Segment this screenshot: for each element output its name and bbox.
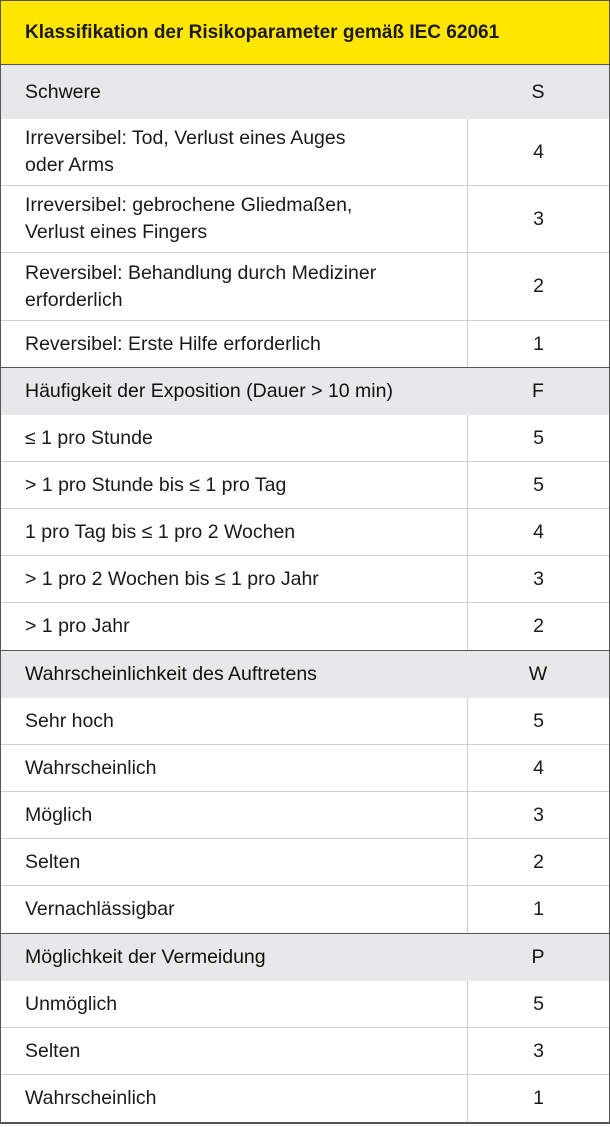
table-row: [1, 745, 609, 792]
row-label: Irreversibel: Tod, Verlust eines Auges oder Arms: [25, 127, 346, 176]
section-header-wahrscheinlichkeit: [1, 650, 609, 698]
table-row: [1, 462, 609, 509]
row-label: Reversibel: Behandlung durch Mediziner erforderlich: [25, 261, 377, 311]
table-title: Klassifikation der Risikoparameter gemäß IEC 62061: [1, 1, 609, 65]
row-value: 5: [467, 698, 609, 744]
section-header-symbol: F: [532, 380, 544, 402]
row-value: 4: [467, 509, 609, 555]
row-value: 3: [467, 186, 609, 252]
section-header-symbol: W: [528, 663, 548, 685]
row-value: 4: [467, 119, 609, 185]
row-label: Möglich: [25, 803, 93, 826]
section-header-schwere: [1, 65, 609, 119]
row-value: 5: [467, 981, 609, 1027]
table-row: [1, 321, 609, 367]
row-label: 1 pro Tag bis ≤ 1 pro 2 Wochen: [25, 520, 296, 543]
table-row: [1, 1028, 609, 1075]
row-label: Vernachlässigbar: [25, 898, 175, 920]
row-value: 2: [467, 839, 609, 885]
table-row: [1, 981, 609, 1028]
table-row: [1, 415, 609, 462]
row-value: 4: [467, 745, 609, 791]
section-header-label: Möglichkeit der Vermeidung: [25, 946, 266, 968]
row-value: 3: [467, 792, 609, 838]
section-header-haeufigkeit: [1, 367, 609, 415]
section-header-symbol: S: [531, 80, 545, 103]
row-value: 1: [467, 886, 609, 933]
row-label: Selten: [25, 850, 81, 873]
table-row: [1, 119, 609, 186]
table-row: [1, 1075, 609, 1122]
row-label: > 1 pro 2 Wochen bis ≤ 1 pro Jahr: [25, 567, 319, 590]
row-value: 3: [467, 556, 609, 602]
row-value: 2: [467, 603, 609, 650]
row-label: Irreversibel: gebrochene Gliedmaßen, Verlust eines Fingers: [25, 194, 353, 243]
row-label: > 1 pro Stunde bis ≤ 1 pro Tag: [25, 473, 287, 496]
table-row: [1, 253, 609, 321]
row-label: Wahrscheinlich: [25, 756, 157, 779]
table-row: [1, 839, 609, 886]
section-header-symbol: P: [531, 946, 545, 968]
table-row: [1, 886, 609, 933]
row-label: Unmöglich: [25, 992, 118, 1015]
row-value: 5: [467, 415, 609, 461]
table-row: [1, 186, 609, 253]
table-row: [1, 556, 609, 603]
row-label: Selten: [25, 1039, 81, 1062]
row-value: 2: [467, 253, 609, 320]
section-header-vermeidung: [1, 933, 609, 981]
row-label: Wahrscheinlich: [25, 1087, 157, 1109]
section-header-label: Schwere: [25, 80, 101, 103]
table-row: [1, 509, 609, 556]
row-value: 3: [467, 1028, 609, 1074]
row-value: 1: [467, 321, 609, 367]
row-label: > 1 pro Jahr: [25, 615, 130, 637]
table-row: [1, 792, 609, 839]
section-header-label: Häufigkeit der Exposition (Dauer > 10 min): [25, 380, 393, 402]
section-header-label: Wahrscheinlichkeit des Auftretens: [25, 663, 317, 685]
table-row: [1, 698, 609, 745]
row-value: 5: [467, 462, 609, 508]
row-value: 1: [467, 1075, 609, 1122]
table-row: [1, 603, 609, 650]
row-label: Sehr hoch: [25, 709, 114, 732]
row-label: ≤ 1 pro Stunde: [25, 426, 153, 449]
row-label: Reversibel: Erste Hilfe erforderlich: [25, 332, 321, 355]
